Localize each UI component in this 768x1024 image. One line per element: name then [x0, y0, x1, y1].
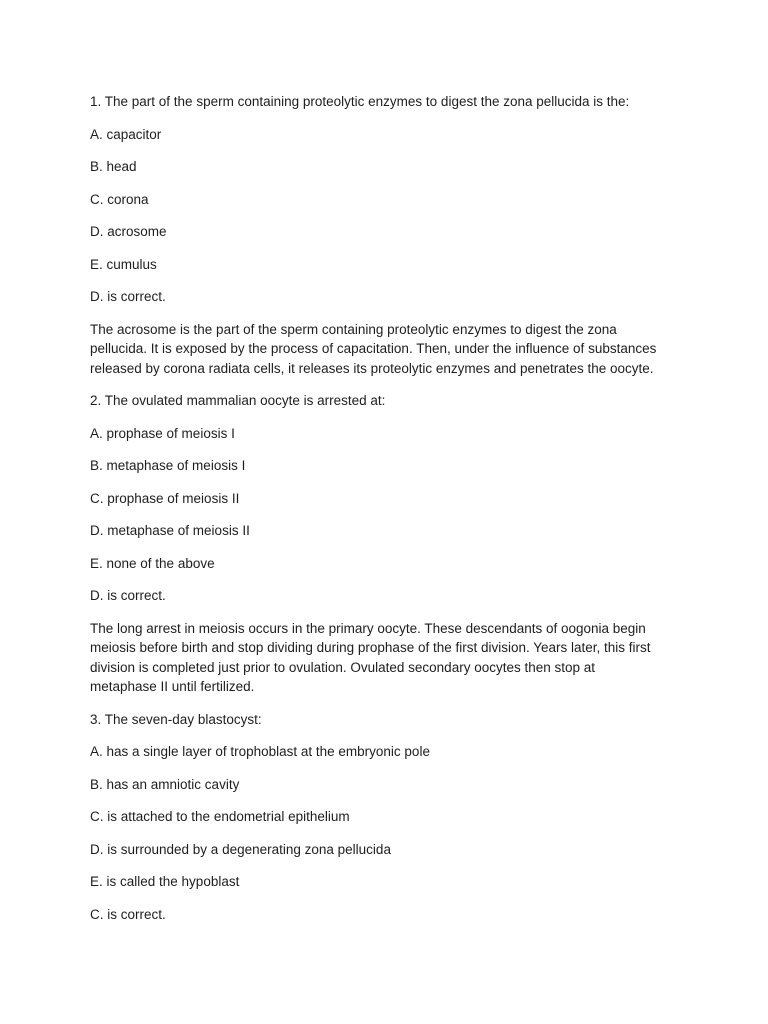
question-1-stem: 1. The part of the sperm containing proteolytic enzymes to digest the zona pellucida is the:	[90, 94, 630, 109]
question-1-explanation	[90, 320, 680, 379]
explanation-line: The acrosome is the part of the sperm containing proteolytic enzymes to digest the zona	[90, 321, 617, 337]
question-3-option-a: A. has a single layer of trophoblast at the embryonic pole	[90, 744, 430, 759]
document-page	[90, 92, 680, 937]
question-2-option-d: D. metaphase of meiosis II	[90, 523, 250, 538]
explanation-line: meiosis before birth and stop dividing during prophase of the first division. Years later, this first	[90, 640, 651, 655]
question-3-option-b: B. has an amniotic cavity	[90, 776, 240, 792]
question-3-answer: C. is correct.	[90, 906, 166, 922]
question-1-answer: D. is correct.	[90, 289, 166, 304]
explanation-line: division is completed just prior to ovulation. Ovulated secondary oocytes then stop at	[90, 659, 596, 675]
question-1-option-b: B. head	[90, 159, 137, 174]
explanation-line: released by corona radiata cells, it releases its proteolytic enzymes and penetrates the oocyte.	[90, 360, 654, 376]
question-1-option-c: C. corona	[90, 191, 149, 207]
question-1-option-a: A. capacitor	[90, 126, 162, 142]
explanation-line: metaphase II until fertilized.	[90, 679, 255, 694]
question-1-option-d: D. acrosome	[90, 224, 167, 239]
question-3-option-d: D. is surrounded by a degenerating zona pellucida	[90, 841, 391, 857]
question-2-option-b: B. metaphase of meiosis I	[90, 458, 246, 473]
question-2-option-a: A. prophase of meiosis I	[90, 425, 235, 441]
question-3-stem: 3. The seven-day blastocyst:	[90, 711, 262, 727]
question-2-option-c: C. prophase of meiosis II	[90, 490, 240, 506]
question-2-answer: D. is correct.	[90, 588, 166, 603]
question-3-option-e: E. is called the hypoblast	[90, 874, 240, 889]
question-1-option-e: E. cumulus	[90, 256, 157, 272]
question-2-option-e: E. none of the above	[90, 555, 215, 571]
question-2-explanation	[90, 619, 680, 697]
question-3-option-c: C. is attached to the endometrial epithelium	[90, 809, 350, 824]
explanation-line: pellucida. It is exposed by the process of capacitation. Then, under the influence of substances	[90, 341, 657, 356]
question-2-stem: 2. The ovulated mammalian oocyte is arrested at:	[90, 393, 386, 408]
explanation-line: The long arrest in meiosis occurs in the primary oocyte. These descendants of oogonia begin	[90, 620, 646, 636]
